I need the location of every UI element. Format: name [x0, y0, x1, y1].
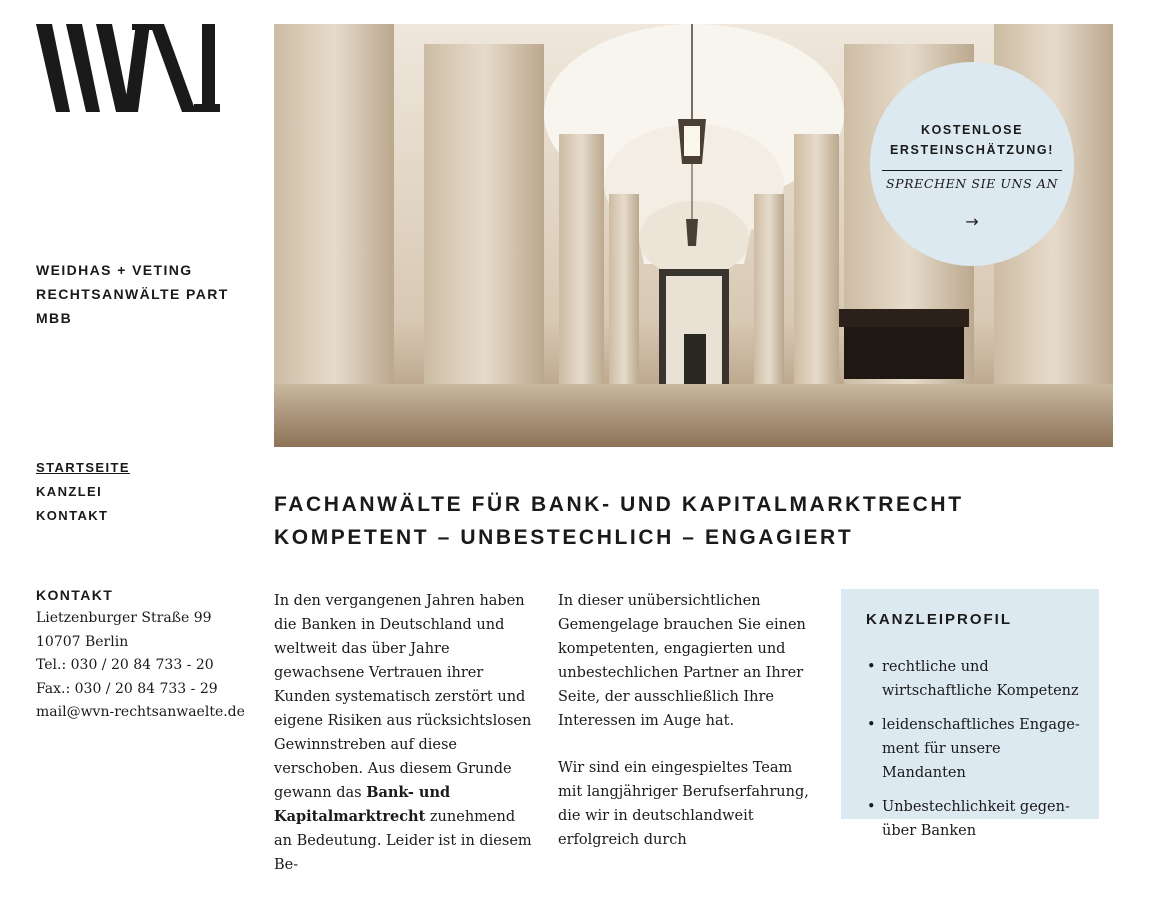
badge-title-line1: KOSTENLOSE [920, 123, 1024, 137]
list-item: • leidenschaftliches Engagement für unsere Mandanten [867, 713, 1082, 785]
kanzleiprofil-list [867, 655, 1082, 853]
list-item: • rechtliche und wirtschaftliche Kompetenz [867, 655, 1082, 703]
badge-title [870, 120, 1074, 160]
headline-line2: KOMPETENT – UNBESTECHLICH – ENGAGIERT [274, 526, 854, 549]
main-nav [36, 456, 236, 528]
kanzleiprofil-box [841, 589, 1099, 839]
contact-email[interactable]: mail@wvn-rechtsanwaelte.de [36, 704, 245, 720]
list-item: • Unbestechlichkeit gegenüber Banken [867, 795, 1082, 843]
intro-text: In den vergangenen Jahren haben die Banken in Deutschland und weltweit das über Jahre gewachsene Vertrauen ihrer Kunden systematisch zerstört und eigene Risiken aus rücksichtslosen Gewinnstreben auf diese verschoben. Aus diesem Grunde gewann das [274, 593, 532, 801]
intro-column-2 [558, 589, 820, 875]
intro-paragraph [274, 589, 536, 877]
intro-column-1 [274, 589, 536, 900]
free-assessment-badge[interactable] [870, 62, 1074, 266]
intro-paragraph: In dieser unübersichtlichen Gemengelage brauchen Sie einen kompetenten, engagierten und unbestechlichen Partner an Ihrer Seite, der ausschließlich Ihre Interessen im Auge hat. [558, 593, 806, 729]
badge-title-line2: ERSTEINSCHÄTZUNG! [889, 143, 1054, 157]
nav-item-startseite[interactable] [36, 456, 236, 480]
contact-block [36, 585, 256, 725]
firm-name-line: MBB [36, 310, 73, 326]
firm-name [36, 258, 236, 330]
nav-link-kanzlei[interactable]: KANZLEI [36, 484, 103, 499]
intro-text-bold: Bank- und Kapitalmarktrecht [274, 784, 451, 825]
contact-street: Lietzenburger Straße 99 [36, 610, 212, 626]
badge-subtitle: SPRECHEN SIE UNS AN [886, 176, 1058, 191]
intro-paragraph: Wir sind ein eingespieltes Team mit langjähriger Berufserfahrung, die wir in deutschlandweit erfolgreich durch [558, 760, 809, 848]
wv-logo[interactable] [36, 24, 220, 112]
contact-heading: KONTAKT [36, 587, 114, 603]
contact-city: 10707 Berlin [36, 633, 129, 650]
nav-link-startseite[interactable]: STARTSEITE [36, 460, 130, 475]
intro-text: zunehmend an Bedeutung. Leider ist in diesem Be- [274, 809, 532, 873]
kanzleiprofil-heading: KANZLEIPROFIL [866, 611, 1012, 628]
arrow-right-icon[interactable]: → [965, 212, 979, 231]
page-headline [274, 488, 1114, 554]
firm-name-line: WEIDHAS + VETING [36, 262, 193, 278]
contact-phone[interactable]: Tel.: 030 / 20 84 733 - 20 [36, 657, 214, 673]
nav-item-kanzlei[interactable] [36, 480, 236, 504]
headline-line1: FACHANWÄLTE FÜR BANK- UND KAPITALMARKTRECHT [274, 493, 964, 516]
badge-divider [882, 170, 1062, 171]
firm-name-line: RECHTSANWÄLTE PART [36, 286, 229, 302]
nav-link-kontakt[interactable]: KONTAKT [36, 508, 109, 523]
nav-item-kontakt[interactable] [36, 504, 236, 528]
contact-fax: Fax.: 030 / 20 84 733 - 29 [36, 680, 218, 697]
